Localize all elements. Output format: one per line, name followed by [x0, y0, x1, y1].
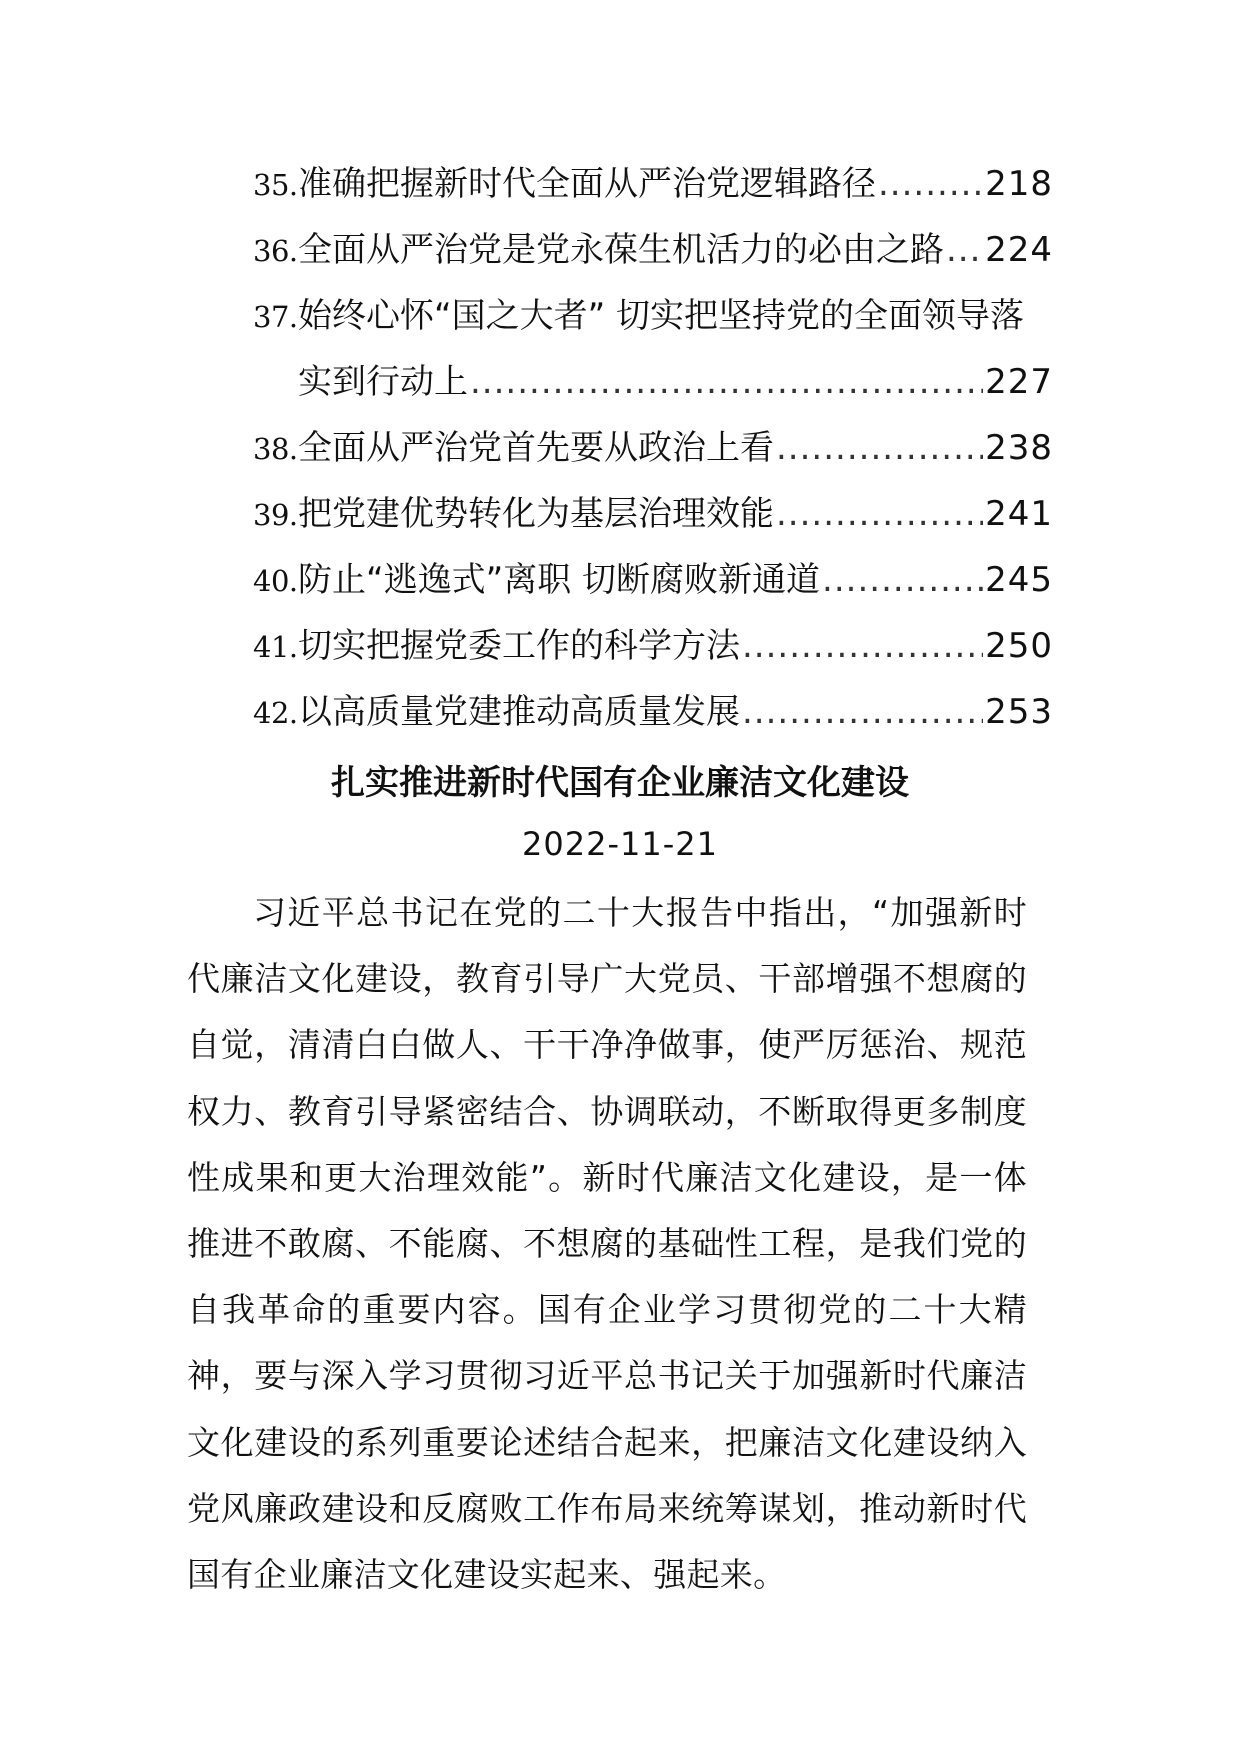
article-date: 2022-11-21 — [522, 825, 718, 863]
article-title: 扎实推进新时代国有企业廉洁文化建设 — [331, 763, 909, 803]
toc-entry[interactable] — [253, 415, 1053, 481]
toc-entry[interactable] — [253, 547, 1053, 613]
toc-page-number: 224 — [985, 230, 1053, 270]
toc-entry-title: 把党建优势转化为基层治理效能 — [298, 494, 774, 534]
toc-line — [253, 415, 1053, 481]
table-of-contents — [253, 151, 1053, 745]
toc-entry[interactable] — [253, 217, 1053, 283]
toc-dot-leader — [878, 151, 983, 217]
article-paragraph: 习近平总书记在党的二十大报告中指出，“加强新时代廉洁文化建设，教育引导广大党员、干部增强不想腐的自觉，清清白白做人、干干净净做事，使严厉惩治、规范权力、教育引导紧密结合、协调联动，不断取得更多制度性成果和更大治理效能”。新时代廉洁文化建设，是一体推进不敢腐、不能腐、不想腐的基础性工程，是我们党的自我革命的重要内容。国有企业学习贯彻党的二十大精神，要与深入学习贯彻习近平总书记关于加强新时代廉洁文化建设的系列重要论述结合起来，把廉洁文化建设纳入党风廉政建设和反腐败工作布局来统筹谋划，推动新时代国有企业廉洁文化建设实起来、强起来。 — [187, 893, 1027, 1595]
toc-entry[interactable] — [253, 151, 1053, 217]
toc-page-number: 241 — [985, 494, 1053, 534]
toc-line — [253, 613, 1053, 679]
toc-dot-leader — [946, 217, 983, 283]
toc-page-number: 238 — [985, 428, 1053, 468]
toc-entry[interactable] — [253, 481, 1053, 547]
toc-page-number: 245 — [985, 560, 1053, 600]
toc-page-number: 250 — [985, 626, 1053, 666]
toc-entry-number: 36. — [253, 234, 298, 268]
toc-line — [253, 151, 1053, 217]
toc-entry-title: 以高质量党建推动高质量发展 — [298, 692, 740, 732]
toc-dot-leader — [776, 415, 983, 481]
toc-line — [253, 481, 1053, 547]
toc-dot-leader — [822, 547, 983, 613]
toc-entry-title: 切实把握党委工作的科学方法 — [298, 626, 740, 666]
toc-entry-title: 防止“逃逸式”离职 切断腐败新通道 — [298, 560, 821, 600]
toc-entry-number: 38. — [253, 432, 298, 466]
toc-entry-number: 35. — [253, 168, 298, 202]
toc-entry[interactable] — [253, 679, 1053, 745]
toc-entry-title: 全面从严治党首先要从政治上看 — [298, 428, 774, 468]
toc-line — [253, 283, 1053, 349]
toc-dot-leader — [742, 679, 983, 745]
toc-entry-number: 40. — [253, 564, 298, 598]
toc-line-continuation — [253, 349, 1053, 415]
toc-dot-leader — [470, 349, 983, 415]
toc-dot-leader — [742, 613, 983, 679]
toc-entry-number: 41. — [253, 630, 298, 664]
toc-page-number: 227 — [985, 362, 1053, 402]
toc-dot-leader — [776, 481, 983, 547]
toc-entry[interactable] — [253, 283, 1053, 415]
toc-entry-title-continued: 实到行动上 — [298, 362, 468, 402]
toc-page-number: 218 — [985, 164, 1053, 204]
toc-entry[interactable] — [253, 613, 1053, 679]
toc-entry-number: 37. — [253, 300, 298, 334]
toc-page-number: 253 — [985, 692, 1053, 732]
toc-line — [253, 547, 1053, 613]
toc-entry-number: 42. — [253, 696, 298, 730]
toc-line — [253, 679, 1053, 745]
toc-entry-title: 始终心怀“国之大者” 切实把坚持党的全面领导落 — [298, 296, 1025, 336]
toc-entry-title: 全面从严治党是党永葆生机活力的必由之路 — [298, 230, 944, 270]
toc-entry-title: 准确把握新时代全面从严治党逻辑路径 — [298, 164, 876, 204]
toc-entry-number: 39. — [253, 498, 298, 532]
toc-line — [253, 217, 1053, 283]
